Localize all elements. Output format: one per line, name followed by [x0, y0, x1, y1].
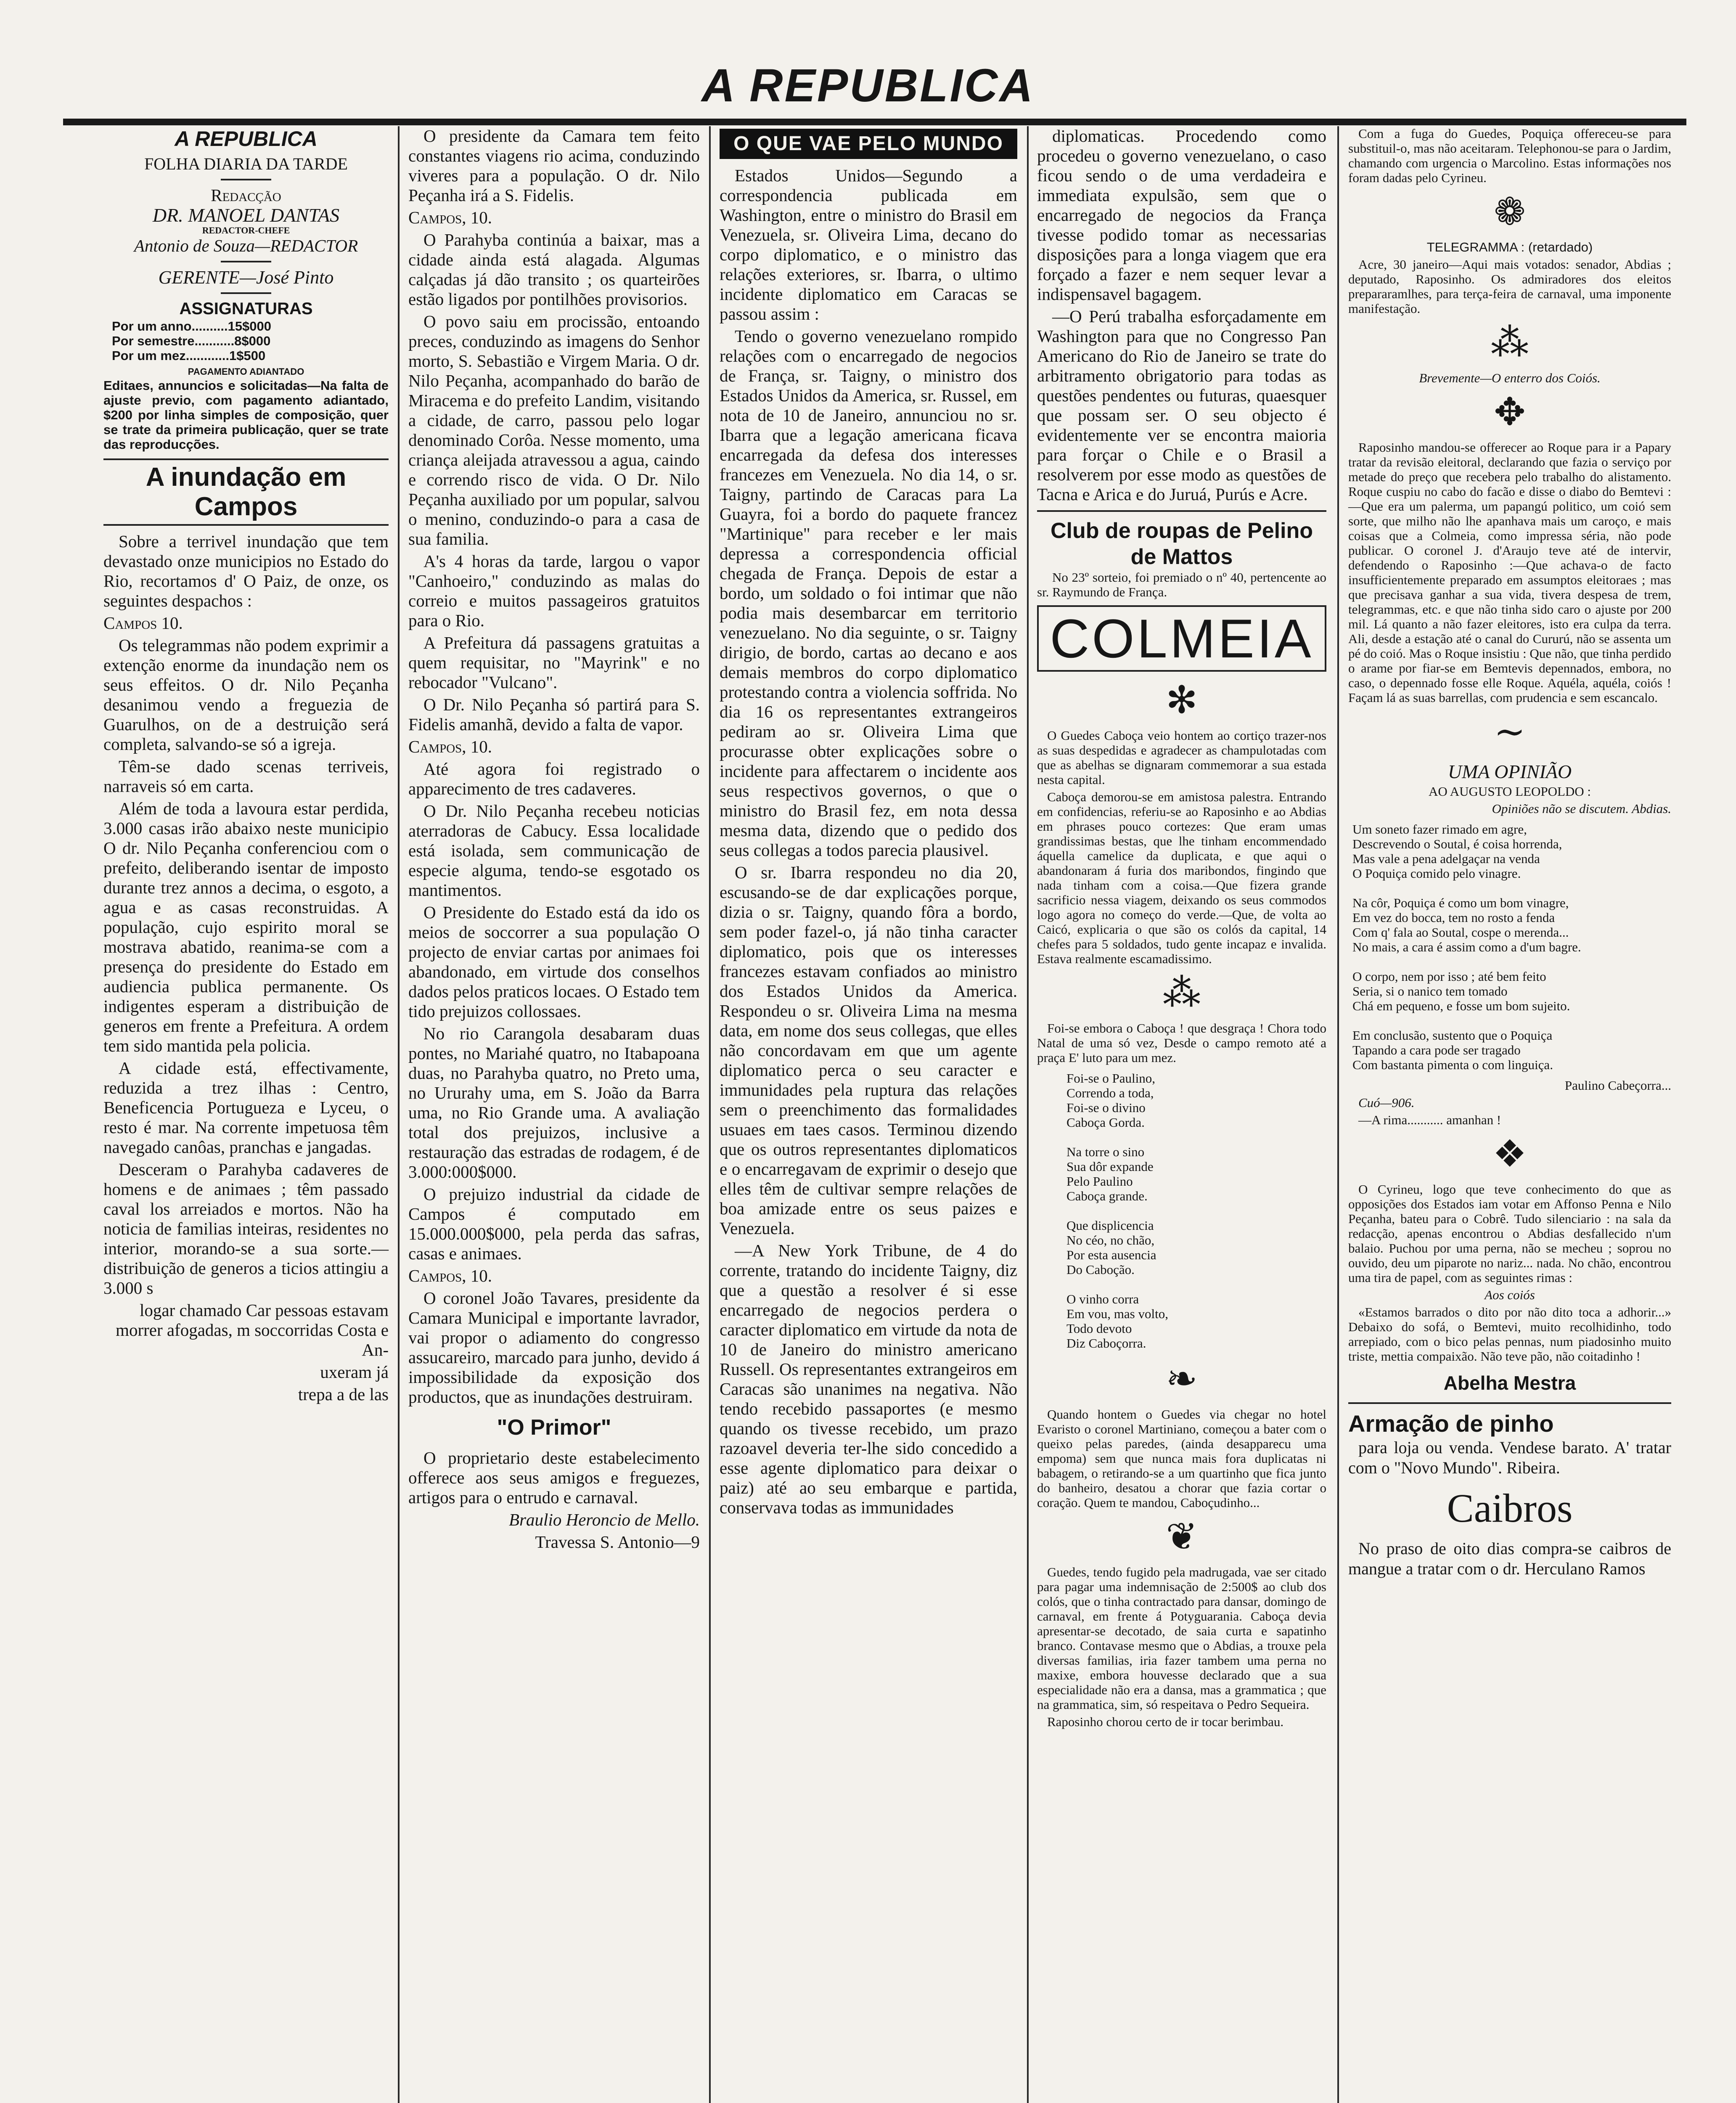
- telegram-title: TELEGRAMMA : (retardado): [1426, 240, 1593, 254]
- opinion-sonnet: [1352, 822, 1671, 1072]
- poem-line: [1066, 1130, 1326, 1144]
- bee-icon: ✻: [1166, 680, 1198, 721]
- colmeia-paragraph: Quando hontem o Guedes via chegar no hotel Evaristo o coronel Martiniano, começou a bater com o queixo pelas paredes, (ainda desapparecu uma empoma) sem que nunca mais fora duplicatas ni babagem, o retirando-se a um quartinho que fica junto do banheiro, desatou a chorar que fazia cortar o coração. Quem te mandou, Caboçudinho...: [1037, 1407, 1326, 1510]
- poem-line: [1352, 1013, 1671, 1028]
- price-semester: Por semestre...........8$000: [112, 334, 271, 348]
- poem-line: Todo devoto: [1066, 1321, 1132, 1336]
- telegram-text: Acre, 30 janeiro—Aqui mais votados: senador, Abdias ; deputado, Raposinho. Os admiradores dos eleitos prepararamlhes, para terça-feira de carnaval, uma imponente manifestação.: [1348, 257, 1671, 316]
- article-paragraph: O coronel João Tavares, presidente da Camara Municipal e importante lavrador, vai propor o adiamento do congresso assucareiro, marcado para junho, devido á impossibilidade da exposição dos productos, que as inundações destruiram.: [408, 1288, 700, 1406]
- bat-icon: ⁂: [1163, 972, 1201, 1014]
- poem-line: [1352, 954, 1671, 969]
- eagle-icon: ✥: [1494, 392, 1526, 433]
- club-title: Club de roupas de Pelino de Mattos: [1050, 519, 1313, 569]
- fox-icon: ❧: [1166, 1359, 1198, 1400]
- column-3: [713, 126, 1024, 2103]
- divider: [1037, 510, 1326, 512]
- article-paragraph: —A New York Tribune, de 4 do corrente, tratando do incidente Taigny, diz que a questão a resolver é si esse encarregado de negocios perdera o caracter diplomatico em virtude da nota de 10 de Janeiro do ministro americano Russell. Os representantes extrangeiros em Caracas são unanimes na negativa. Não tendo recebido passaportes (e mesmo quando os tivesse recebido, um prazo razoavel deveria ter-lhe sido concedido a esse agente diplomatico para deixar o paiz) até ao seu embarque e partida, conservava todas as immunidades: [720, 1241, 1017, 1517]
- ad-primor-title: "O Primor": [497, 1415, 611, 1440]
- colmeia-paragraph: Caboça demorou-se em amistosa palestra. Entrando em confidencias, referiu-se ao Raposinho e ao Abdias em phrases pouco cortezes: Que eram umas grandissimas bestas, que lhe tinham encommendado áquella camelice da duplicata, e que aqui o abandonaram á furia dos maribondos, fingindo que nada tinham com a coisa.—Que fizera grande sacrificio nessa viagem, deixando os seus commodos logo agora no começo do verde.—Que, de volta ao Caicó, explicaria o que são os colós da capital, 14 chefes para 5 soldados, tudo gente incapaz e invalida. Estava realmente escamadissimo.: [1037, 789, 1326, 966]
- poem-line: Descrevendo o Soutal, é coisa horrenda,: [1352, 837, 1562, 851]
- article-paragraph: Além de toda a lavoura estar perdida, 3.000 casas irão abaixo neste municipio O dr. Nilo Peçanha conferenciou com o prefeito, deliberando isentar de imposto durante trez annos a decima, o esgoto, a agua e as casas reconstruidas. A população, cujo espirito moral se mostrava abatido, reanima-se com a presença do presidente do Estado em audiencia publica permanente. Os indigentes esperam a distribuição de generos em frente a Prefeitura. A ordem tem sido mantida pela policia.: [103, 799, 389, 1055]
- poem-line: Seria, si o nanico tem tomado: [1352, 984, 1508, 999]
- ad-armacao-title: Armação de pinho: [1348, 1410, 1554, 1437]
- poem-line: Um soneto fazer rimado em agre,: [1352, 822, 1527, 837]
- column-rule: [709, 126, 711, 2103]
- poem-line: Em vez do bocca, tem no rosto a fenda: [1352, 910, 1555, 925]
- poem-line: Por esta ausencia: [1066, 1247, 1156, 1262]
- poem-line: Em conclusão, sustento que o Poquiça: [1352, 1028, 1553, 1043]
- column-2: [402, 126, 707, 2103]
- ad-primor-address: Travessa S. Antonio—9: [535, 1532, 700, 1552]
- article-paragraph: Têm-se dado scenas terriveis, narraveis só em carta.: [103, 757, 389, 796]
- column-5: [1342, 126, 1678, 2103]
- divider: [221, 261, 271, 262]
- article-paragraph-mutilated: trepa a de las: [298, 1385, 389, 1404]
- paper-subtitle: FOLHA DIARIA DA TARDE: [144, 154, 348, 173]
- article-paragraph: O sr. Ibarra respondeu no dia 20, escusando-se de dar explicações porque, dizia o sr. Taigny, quando fôra a bordo, sem poder fazel-o, já não tinha caracter diplomatico, pois que os interesses francezes estavam confiados ao ministro dos Estados Unidos da America. Respondeu o sr. Oliveira Lima na mesma data, em nome dos seus collegas, que elles não concordavam em que um agente diplomatico perca o seu caracter e immunidades pela ruptura das relações sem o preenchimento das formalidades usuaes em taes casos. Terminou dizendo que os outros representantes diplomaticos e o encarregavam de exprimir o desejo que elles têm de cultivar sempre relações de boa amizade entre os seus paizes e Venezuela.: [720, 863, 1017, 1238]
- rooster-icon: ❁: [1494, 191, 1526, 233]
- column-rule: [1337, 126, 1339, 2103]
- redaccao-label: Redacção: [211, 185, 281, 205]
- poem-line: Com bastanta pimenta o com linguiça.: [1352, 1057, 1553, 1072]
- paper-title: A REPUBLICA: [175, 127, 318, 151]
- poem-line: Com q' fala ao Soutal, cospe o merenda...: [1352, 925, 1569, 940]
- newspaper-masthead: A REPUBLICA: [701, 60, 1035, 111]
- article-paragraph: O presidente da Camara tem feito constantes viagens rio acima, conduzindo viveres para a população. O dr. Nilo Peçanha irá a S. Fidelis.: [408, 126, 700, 205]
- poem-line: Que displicencia: [1066, 1218, 1154, 1233]
- editaes-text: Editaes, annuncios e solicitadas—Na falta de ajuste previo, com pagamento adiantado, $200 por linha simples de composição, quer se trate da primeira publicação, quer se trate das reproducções.: [103, 378, 389, 452]
- column-4: [1030, 126, 1333, 2103]
- colmeia-paragraph: Guedes, tendo fugido pela madrugada, vae ser citado para pagar uma indemnisação de 2:500$ ao club dos colós, que o tinha contractado para dansar, domingo de carnaval, em frente á Potyguarania. Caboça devia apresentar-se decotado, de saia curta e sapatinho branco. Contavase mesmo que o Abdias, a trouxe pela diversas familias, iria fazer tambem uma perna no maxixe, embora houvesse declarado que a sua especialidade não era a dansa, mas a grammatica ; que na grammatica, sim, só respeitava o Pedro Sequeira.: [1037, 1565, 1326, 1712]
- payment-note: PAGAMENTO ADIANTADO: [188, 366, 304, 377]
- poem-line: Na côr, Poquiça é como um bom vinagre,: [1352, 895, 1569, 910]
- article-paragraph: Os telegrammas não podem exprimir a extenção enorme da inundação nem os seus effeitos. O dr. Nilo Peçanha desanimou vendo a freguezia de Guarulhos, on de a destruição será completa, salvando-se só a igreja.: [103, 636, 389, 754]
- article-paragraph-mutilated: logar chamado Car pessoas estavam morrer afogadas, m soccorridas Costa e An-: [116, 1300, 389, 1359]
- poem-line: Tapando a cara pode ser tragado: [1352, 1043, 1521, 1057]
- opinion-signature: Paulino Cabeçorra...: [1564, 1078, 1671, 1093]
- opinion-title: UMA OPINIÃO: [1448, 761, 1572, 782]
- poem-line: [1066, 1277, 1326, 1292]
- poem-line: Foi-se o Paulino,: [1066, 1071, 1155, 1086]
- article-paragraph: O povo saiu em procissão, entoando preces, conduzindo as imagens do Senhor morto, S. Sebastião e Virgem Maria. O dr. Nilo Peçanha, acompanhado do barão de Miracema e do prefeito Landim, visitando a cidade, de carro, passou pelo logar denominado Corôa. Nesse momento, uma criança aleijada atravessou a agua, caindo e correndo risco de vida. O Dr. Nilo Peçanha auxiliado por um popular, salvou o menino, conduzindo-o para a casa de sua familia.: [408, 312, 700, 548]
- poem-line: Mas vale a pena adelgaçar na venda: [1352, 851, 1540, 866]
- abelha-mestra-signature: Abelha Mestra: [1443, 1372, 1576, 1394]
- ornament-icon: ∼: [1494, 711, 1526, 753]
- article-dateline: Campos, 10.: [408, 737, 492, 756]
- price-month: Por um mez............1$500: [112, 348, 266, 363]
- poem-line: No céo, no chão,: [1066, 1233, 1155, 1247]
- poem-line: Caboça grande.: [1066, 1189, 1148, 1203]
- poem-line: O corpo, nem por isso ; até bem feito: [1352, 969, 1546, 984]
- poem-line: [1066, 1203, 1326, 1218]
- subscription-prices: [112, 319, 389, 363]
- article-paragraph: O Parahyba continúa a baixar, mas a cidade ainda está alagada. Algumas calçadas já dão transito ; os quarteirões estão ligados por pontilhões provisorios.: [408, 230, 700, 309]
- article-headline-inundacao: A inundação em Campos: [103, 458, 389, 526]
- article-paragraph: O Presidente do Estado está da ido os meios de soccorrer a sua população O projecto de enviar cartas por animaes foi abandonado, em virtude dos conselhos dados pelos praticos locaes. O Estado tem tido prejuizos collossaes.: [408, 903, 700, 1021]
- subscriptions-title: ASSIGNATURAS: [179, 299, 313, 318]
- ad-primor-text: O proprietario deste estabelecimento offerece aos seus amigos e freguezes, artigos para o entrudo e carnaval.: [408, 1448, 700, 1507]
- crow-icon: ❖: [1493, 1134, 1527, 1175]
- poem-line: Em vou, mas volto,: [1066, 1306, 1168, 1321]
- article-paragraph: Sobre a terrivel inundação que tem devastado onze municipios no Estado do Rio, recortamos d' O Paiz, de onze, os seguintes despachos :: [103, 532, 389, 610]
- article-paragraph: A's 4 horas da tarde, largou o vapor "Canhoeiro," conduzindo as malas do correio e muitos passageiros gratuitos para o Rio.: [408, 551, 700, 630]
- section-headline-mundo: O QUE VAE PELO MUNDO: [720, 129, 1017, 159]
- ad-primor-signature: Braulio Heroncio de Mello.: [509, 1510, 700, 1529]
- club-text: No 23º sorteio, foi premiado o nº 40, pertencente ao sr. Raymundo de França.: [1037, 570, 1326, 599]
- poem-line: No mais, a cara é assim como a d'um bagre.: [1352, 940, 1581, 954]
- article-dateline: Campos, 10.: [408, 1266, 492, 1285]
- column-1: [97, 126, 395, 2103]
- masthead-rule: [63, 119, 1686, 125]
- divider: [221, 179, 271, 180]
- bat-icon: ⁂: [1491, 322, 1529, 364]
- ad-caibros-title: Caibros: [1447, 1486, 1573, 1531]
- article-dateline: Campos 10.: [103, 613, 183, 633]
- poem-line: Na torre o sino: [1066, 1144, 1145, 1159]
- article-paragraph: Estados Unidos—Segundo a correspondencia publicada em Washington, entre o ministro do Brasil em Venezuela, sr. Oliveira Lima, decano do corpo diplomatico, e o ministro das relações exteriores, sr. Ibarra, o ultimo incidente diplomatico em Caracas se passou assim :: [720, 166, 1017, 323]
- colmeia-paragraph: Raposinho mandou-se offerecer ao Roque para ir a Papary tratar da revisão eleitoral, declarando que fazia o serviço por metade do preço que recebera pelo trabalho do alistamento. Roque cuspiu no cabo do facão e disse o diabo do Bemtevi :—Que era um palerma, um papangú politico, um coió sem sorte, que milho não lhe apanhava mais um caroço, e mais coisas que a Colmeia, como impressa séria, não pode publicar. O coronel J. d'Araujo teve até de intervir, defendendo o Raposinho :—Que achava-o de facto insufficientemente preparado em assumptos eleitoraes ; mas que precisava ganhar a sua vida, tivera despesa de trem, telegrammas, etc. e que não tinha sido caro o ajuste por 200 mil. Lá quanto a não fazer eleitores, isto era culpa da terra. Ali, desde a estação até o canal do Cururú, não se assenta um pé do coió. Mas o Roque insistiu : Que não, que tinha perdido o arame por fiar-se em Bemtevis depennados, embora, no caso, o depennado fosse elle Roque. Aquéla, aquéla, coiós ! Façam lá as suas barrellas, com prudencia e sem escancalo.: [1348, 440, 1671, 705]
- article-paragraph: Desceram o Parahyba cadaveres de homens e de animaes ; têm passado caval los arreiados e mortos. Não ha noticia de familias inteiras, residentes no interior, morando-se a sua sorte.— distribuição de generos a ticios attingiu a 3.000 s: [103, 1160, 389, 1298]
- article-paragraph-mutilated: uxeram já: [320, 1362, 389, 1382]
- ad-caibros-text: No praso de oito dias compra-se caibros de mangue a tratar com o dr. Herculano Ramos: [1348, 1539, 1671, 1578]
- column-rule: [1027, 126, 1029, 2103]
- article-paragraph: Até agora foi registrado o apparecimento de tres cadaveres.: [408, 759, 700, 798]
- poem-line: O Poquiça comido pelo vinagre.: [1352, 866, 1521, 881]
- article-paragraph: A cidade está, effectivamente, reduzida a trez ilhas : Centro, Beneficencia Portugueza e Lyceu, o resto é mar. Na corrente impetuosa têm navegado canôas, pranchas e jangadas.: [103, 1058, 389, 1157]
- colmeia-poem: [1066, 1071, 1326, 1351]
- rima-note: —A rima........... amanhan !: [1358, 1112, 1501, 1127]
- gerente-name: GERENTE—José Pinto: [158, 267, 334, 288]
- colmeia-paragraph: Foi-se embora o Caboça ! que desgraça ! Chora todo Natal de uma só vez, Desde o campo remoto até a praça E' luto para um mez.: [1037, 1021, 1326, 1065]
- poem-line: Sua dôr expande: [1066, 1159, 1154, 1174]
- article-paragraph: diplomaticas. Procedendo como procedeu o governo venezuelano, o caso ficou sendo o de uma verdadeira e immediata expulsão, sem que o encarregado de negocios da França tivesse podido tomar as necessarias disposições para a longa viagem que era forçado a fazer e nem sequer levar a indispensavel bagagem.: [1037, 126, 1326, 304]
- divider: [1348, 1402, 1671, 1404]
- divider: [221, 292, 271, 294]
- colmeia-section: [1037, 728, 1326, 1729]
- article-paragraph: Tendo o governo venezuelano rompido relações com o encarregado de negocios de França, sr. Taigny, o ministro dos Estados Unidos da America, sr. Russel, em nota de 10 de Janeiro, annunciou no sr. Ibarra que a legação americana ficava encarregada da defesa dos interesses francezes em Venezuela. No dia 14, o sr. Taigny, partindo de Caracas para La Guayra, foi a bordo do paquete francez "Martinique" para receber e ler mais depressa a correspondencia official chegada de França. Depois de estar a bordo, um soldado o foi intimar que não podia mais desembarcar em territorio venezuelano. No dia seguinte, o sr. Taigny dirigio, de bordo, cartas ao decano e aos demais membros do corpo diplomatico protestando contra a violencia soffrida. No dia 16 os representantes extrangeiros pediram ao sr. Oliveira Lima que procurasse obter explicações sobre o incidente para affectarem o incidente aos seus respectivos governos, o que o ministro do Brasil fez, em nota dessa mesma data, dizendo que o pedido dos seus collegas a todos parecia plausivel.: [720, 326, 1017, 860]
- poem-line: Correndo a toda,: [1066, 1086, 1154, 1100]
- poem-line: Diz Caboçorra.: [1066, 1336, 1146, 1351]
- poem-line: Caboça Gorda.: [1066, 1115, 1145, 1130]
- opinion-dedication: AO AUGUSTO LEOPOLDO :: [1428, 784, 1591, 799]
- poem-line: Pelo Paulino: [1066, 1174, 1133, 1189]
- ad-armacao-text: para loja ou venda. Vendese barato. A' tratar com o "Novo Mundo". Ribeira.: [1348, 1438, 1671, 1477]
- brevemente-note: Brevemente—O enterro dos Coiós.: [1419, 371, 1601, 385]
- director-role: REDACTOR-CHEFE: [202, 225, 290, 236]
- article-paragraph: No rio Carangola desabaram duas pontes, no Mariahé quatro, no Itabapoana duas, no Parahyba quatro, no Preto uma, no Ururahy uma, em S. João da Barra uma, no Rio Grande uma. A avaliação total dos prejuizos, inclusive a restauração das estradas de rodagem, é de 3.000:000$000.: [408, 1024, 700, 1181]
- poem-line: Do Caboção.: [1066, 1262, 1135, 1277]
- director-name: DR. MANOEL DANTAS: [152, 204, 340, 226]
- aos-coios-title: Aos coiós: [1485, 1287, 1535, 1302]
- opinion-note: Opiniões não se discutem. Abdias.: [1492, 801, 1671, 816]
- poem-line: O vinho corra: [1066, 1292, 1139, 1306]
- article-paragraph: —O Perú trabalha esforçadamente em Washington para que no Congresso Pan Americano do Rio de Janeiro se trate do arbitramento obrigatorio para todas as questões pendentes ou futuras, quaesquer que possam ser. O seu objecto é evidentemente ver se encontra maioria para forçar o Chile e o Brasil a resolverem por esse modo as questões de Tacna e Arica e do Juruá, Purús e Acre.: [1037, 307, 1326, 504]
- opinion-place: Cuó—906.: [1358, 1095, 1415, 1110]
- redactor-name: Antonio de Souza—REDACTOR: [134, 236, 358, 255]
- article-paragraph: O prejuizo industrial da cidade de Campos é computado em 15.000.000$000, pela perda das safras, casas e animaes.: [408, 1184, 700, 1263]
- colmeia-paragraph: O Cyrineu, logo que teve conhecimento do que as opposições dos Estados iam votar em Affonso Penna e Nilo Peçanha, bateu para o Cobrê. Tudo silenciario : na sala da redacção, apenas encontrou o Abdias desfallecido n'um balaio. Puchou por uma perna, não se mecheu ; soprou no ouvido, deu um piparote no nariz... nada. No chão, encontrou uma tira de papel, com as seguintes rimas :: [1348, 1182, 1671, 1285]
- colmeia-paragraph: Com a fuga do Guedes, Poquiça offereceu-se para substituil-o, mas não aceitaram. Telephonou-se para o Jardim, chamando com urgencia o Marcolino. Estas informações nos foram dadas pelo Cyrineu.: [1348, 126, 1671, 185]
- poem-line: Chá em pequeno, e fosse um bom sujeito.: [1352, 999, 1570, 1013]
- colmeia-paragraph: Raposinho chorou certo de ir tocar berimbau.: [1047, 1714, 1284, 1729]
- price-year: Por um anno..........15$000: [112, 319, 272, 334]
- poem-line: [1352, 881, 1671, 895]
- article-paragraph: O Dr. Nilo Peçanha só partirá para S. Fidelis amanhã, devido a falta de vapor.: [408, 695, 700, 734]
- colmeia-title: COLMEIA: [1037, 605, 1326, 672]
- poem-line: Foi-se o divino: [1066, 1100, 1146, 1115]
- article-paragraph: A Prefeitura dá passagens gratuitas a quem requisitar, no "Mayrink" e no rebocador "Vulcano".: [408, 633, 700, 692]
- article-dateline: Campos, 10.: [408, 208, 492, 227]
- colmeia-paragraph: «Estamos barrados o dito por não dito toca a adhorir...» Debaixo do sofá, o Bemtevi, muito recolhidinho, todo arrepiado, com o bico pelas pennas, num piadosinho muito triste, mettia compaixão. Não teve pão, não coitadinho !: [1348, 1305, 1671, 1364]
- column-rule: [398, 126, 400, 2103]
- bird-icon: ❦: [1166, 1516, 1198, 1558]
- colmeia-paragraph: O Guedes Caboça veio hontem ao cortiço trazer-nos as suas despedidas e agradecer as champulotadas com que as abelhas se dignaram commemorar a sua estada nesta capital.: [1037, 728, 1326, 787]
- article-paragraph: O Dr. Nilo Peçanha recebeu noticias aterradoras de Cabucy. Essa localidade está isolada, sem communicação de especie alguma, tendo-se esgotado os mantimentos.: [408, 801, 700, 900]
